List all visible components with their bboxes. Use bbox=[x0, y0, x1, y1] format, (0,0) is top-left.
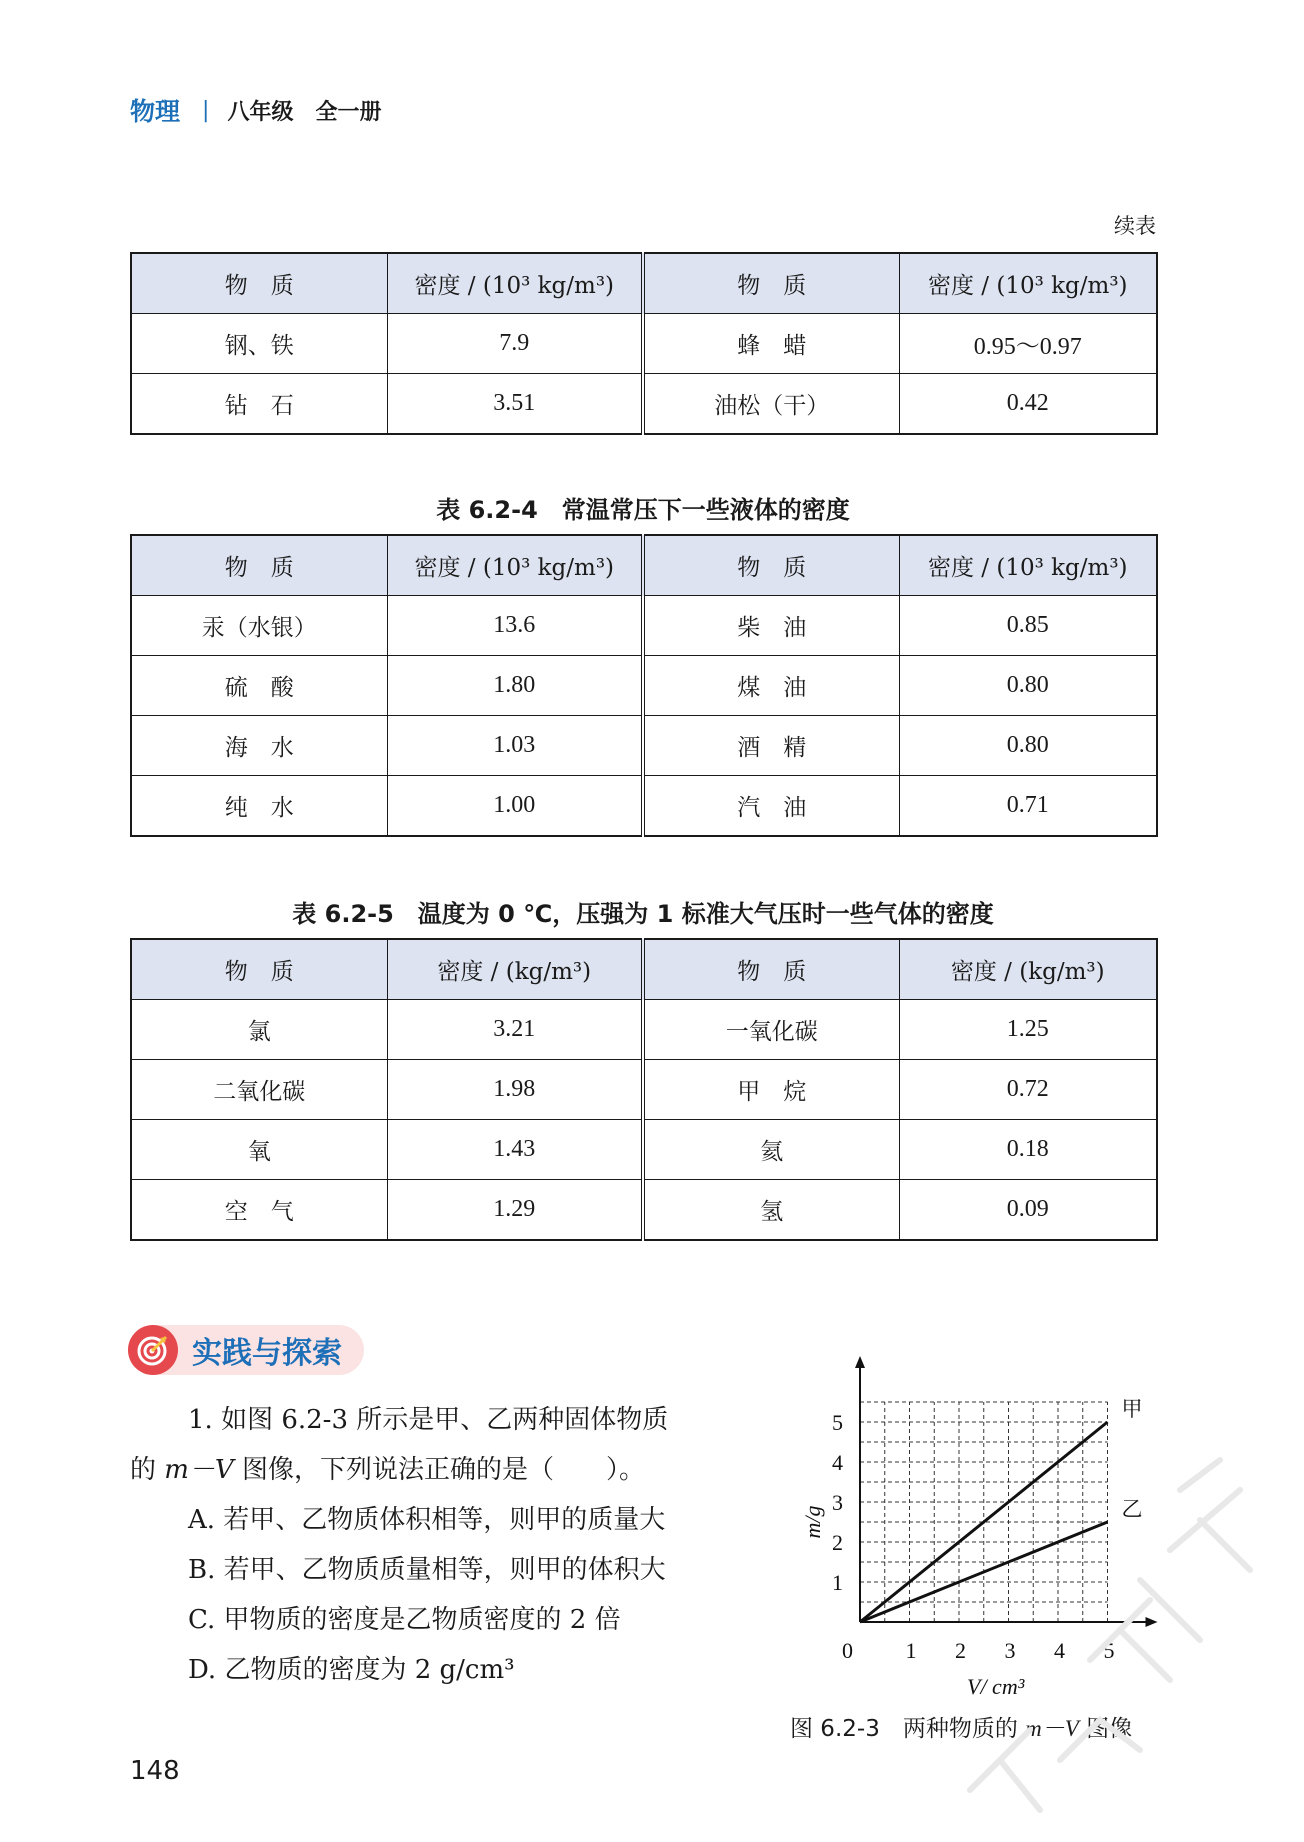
density-cell: 0.71 bbox=[899, 776, 1157, 837]
column-header: 物 质 bbox=[131, 939, 387, 1000]
substance-cell: 蜂 蜡 bbox=[643, 314, 899, 374]
table-row bbox=[131, 1120, 1157, 1180]
substance-cell: 甲 烷 bbox=[643, 1060, 899, 1120]
density-cell: 1.03 bbox=[387, 716, 643, 776]
series-label: 甲 bbox=[1121, 1397, 1143, 1421]
x-axis-label: V/ cm³ bbox=[967, 1674, 1025, 1699]
table-header-row bbox=[131, 535, 1157, 596]
column-header: 密度 / (10³ kg/m³) bbox=[899, 253, 1157, 314]
substance-cell: 空 气 bbox=[131, 1180, 387, 1241]
stem-math: m－V bbox=[164, 1455, 234, 1485]
x-tick-label: 5 bbox=[1103, 1638, 1115, 1663]
substance-cell: 氯 bbox=[131, 1000, 387, 1060]
substance-cell: 氧 bbox=[131, 1120, 387, 1180]
page-number: 148 bbox=[130, 1756, 180, 1786]
density-cell: 1.00 bbox=[387, 776, 643, 837]
density-cell: 0.42 bbox=[899, 374, 1157, 435]
table-header-row bbox=[131, 939, 1157, 1000]
density-cell: 1.80 bbox=[387, 656, 643, 716]
table-row bbox=[131, 716, 1157, 776]
substance-cell: 二氧化碳 bbox=[131, 1060, 387, 1120]
density-cell: 1.29 bbox=[387, 1180, 643, 1241]
substance-cell: 一氧化碳 bbox=[643, 1000, 899, 1060]
table-row bbox=[131, 1060, 1157, 1120]
column-header: 物 质 bbox=[643, 939, 899, 1000]
x-tick-label: 0 bbox=[842, 1638, 853, 1663]
y-axis-label: m/g bbox=[800, 1505, 825, 1539]
subject-label: 物理 bbox=[130, 97, 181, 126]
substance-cell: 钢、铁 bbox=[131, 314, 387, 374]
density-cell: 0.95～0.97 bbox=[899, 314, 1157, 374]
y-tick-label: 1 bbox=[832, 1570, 843, 1595]
option-a: A. 若甲、乙物质体积相等，则甲的质量大 bbox=[188, 1505, 666, 1535]
substance-cell: 柴 油 bbox=[643, 596, 899, 656]
density-cell: 3.51 bbox=[387, 374, 643, 435]
target-icon bbox=[128, 1325, 178, 1375]
substance-cell: 油松（干） bbox=[643, 374, 899, 435]
x-tick-label: 4 bbox=[1054, 1638, 1065, 1663]
column-header: 物 质 bbox=[131, 535, 387, 596]
density-cell: 0.85 bbox=[899, 596, 1157, 656]
table-header-row bbox=[131, 253, 1157, 314]
density-cell: 0.18 bbox=[899, 1120, 1157, 1180]
density-cell: 3.21 bbox=[387, 1000, 643, 1060]
substance-cell: 煤 油 bbox=[643, 656, 899, 716]
density-cell: 7.9 bbox=[387, 314, 643, 374]
caption-text: 图像 bbox=[1078, 1716, 1133, 1742]
column-header: 密度 / (kg/m³) bbox=[387, 939, 643, 1000]
question-stem-line-2 bbox=[130, 1445, 770, 1495]
option-d: D. 乙物质的密度为 2 g/cm³ bbox=[188, 1655, 515, 1685]
y-tick-label: 3 bbox=[832, 1490, 843, 1515]
series-label: 乙 bbox=[1121, 1497, 1143, 1521]
substance-cell: 汽 油 bbox=[643, 776, 899, 837]
substance-cell: 氢 bbox=[643, 1180, 899, 1241]
x-tick-label: 3 bbox=[1004, 1638, 1016, 1663]
substance-cell: 纯 水 bbox=[131, 776, 387, 837]
substance-cell: 酒 精 bbox=[643, 716, 899, 776]
substance-cell: 汞（水银） bbox=[131, 596, 387, 656]
density-cell: 0.80 bbox=[899, 656, 1157, 716]
caption-math: m－V bbox=[1025, 1716, 1079, 1741]
table-row bbox=[131, 596, 1157, 656]
continued-label: 续表 bbox=[1114, 214, 1156, 238]
solids-density-table bbox=[130, 252, 1158, 435]
option-b: B. 若甲、乙物质质量相等，则甲的体积大 bbox=[188, 1555, 666, 1585]
substance-cell: 硫 酸 bbox=[131, 656, 387, 716]
column-header: 密度 / (10³ kg/m³) bbox=[387, 253, 643, 314]
table-row bbox=[131, 656, 1157, 716]
grade-label: 八年级 bbox=[227, 99, 294, 125]
section-title: 实践与探索 bbox=[192, 1336, 342, 1371]
question-stem-line-1: 1. 如图 6.2-3 所示是甲、乙两种固体物质 bbox=[188, 1405, 669, 1435]
table-row bbox=[131, 1180, 1157, 1241]
column-header: 密度 / (kg/m³) bbox=[899, 939, 1157, 1000]
density-cell: 1.25 bbox=[899, 1000, 1157, 1060]
caption-text: 图 6.2-3 两种物质的 bbox=[790, 1716, 1026, 1742]
density-cell: 1.98 bbox=[387, 1060, 643, 1120]
practice-section-heading bbox=[128, 1323, 364, 1377]
density-cell: 0.09 bbox=[899, 1180, 1157, 1241]
x-tick-label: 1 bbox=[905, 1638, 917, 1663]
column-header: 物 质 bbox=[643, 535, 899, 596]
column-header: 物 质 bbox=[643, 253, 899, 314]
substance-cell: 钻 石 bbox=[131, 374, 387, 435]
y-axis-arrow bbox=[855, 1356, 865, 1368]
column-header: 密度 / (10³ kg/m³) bbox=[387, 535, 643, 596]
header-separator: | bbox=[202, 97, 210, 123]
column-header: 物 质 bbox=[131, 253, 387, 314]
gases-table-title: 表 6.2-5 温度为 0 ℃，压强为 1 标准大气压时一些气体的密度 bbox=[292, 900, 994, 928]
publisher-watermark bbox=[940, 1430, 1280, 1830]
density-cell: 1.43 bbox=[387, 1120, 643, 1180]
substance-cell: 海 水 bbox=[131, 716, 387, 776]
table-row bbox=[131, 776, 1157, 837]
table-row bbox=[131, 314, 1157, 374]
y-tick-label: 5 bbox=[832, 1410, 843, 1435]
density-cell: 13.6 bbox=[387, 596, 643, 656]
gases-density-table bbox=[130, 938, 1158, 1241]
x-tick-label: 2 bbox=[955, 1638, 966, 1663]
exercise-question bbox=[130, 1395, 770, 1695]
table-row bbox=[131, 374, 1157, 435]
liquids-density-table bbox=[130, 534, 1158, 837]
density-cell: 0.80 bbox=[899, 716, 1157, 776]
substance-cell: 氦 bbox=[643, 1120, 899, 1180]
option-c: C. 甲物质的密度是乙物质密度的 2 倍 bbox=[188, 1605, 621, 1635]
y-tick-label: 2 bbox=[832, 1530, 843, 1555]
density-cell: 0.72 bbox=[899, 1060, 1157, 1120]
column-header: 密度 / (10³ kg/m³) bbox=[899, 535, 1157, 596]
volume-label: 全一册 bbox=[315, 99, 382, 125]
liquids-table-title: 表 6.2-4 常温常压下一些液体的密度 bbox=[436, 496, 850, 524]
y-tick-label: 4 bbox=[832, 1450, 843, 1475]
section-heading-pill bbox=[128, 1325, 364, 1375]
page-header bbox=[130, 90, 381, 130]
table-row bbox=[131, 1000, 1157, 1060]
stem-text: 图像，下列说法正确的是（ ）。 bbox=[233, 1455, 645, 1485]
stem-text: 的 bbox=[130, 1455, 165, 1485]
